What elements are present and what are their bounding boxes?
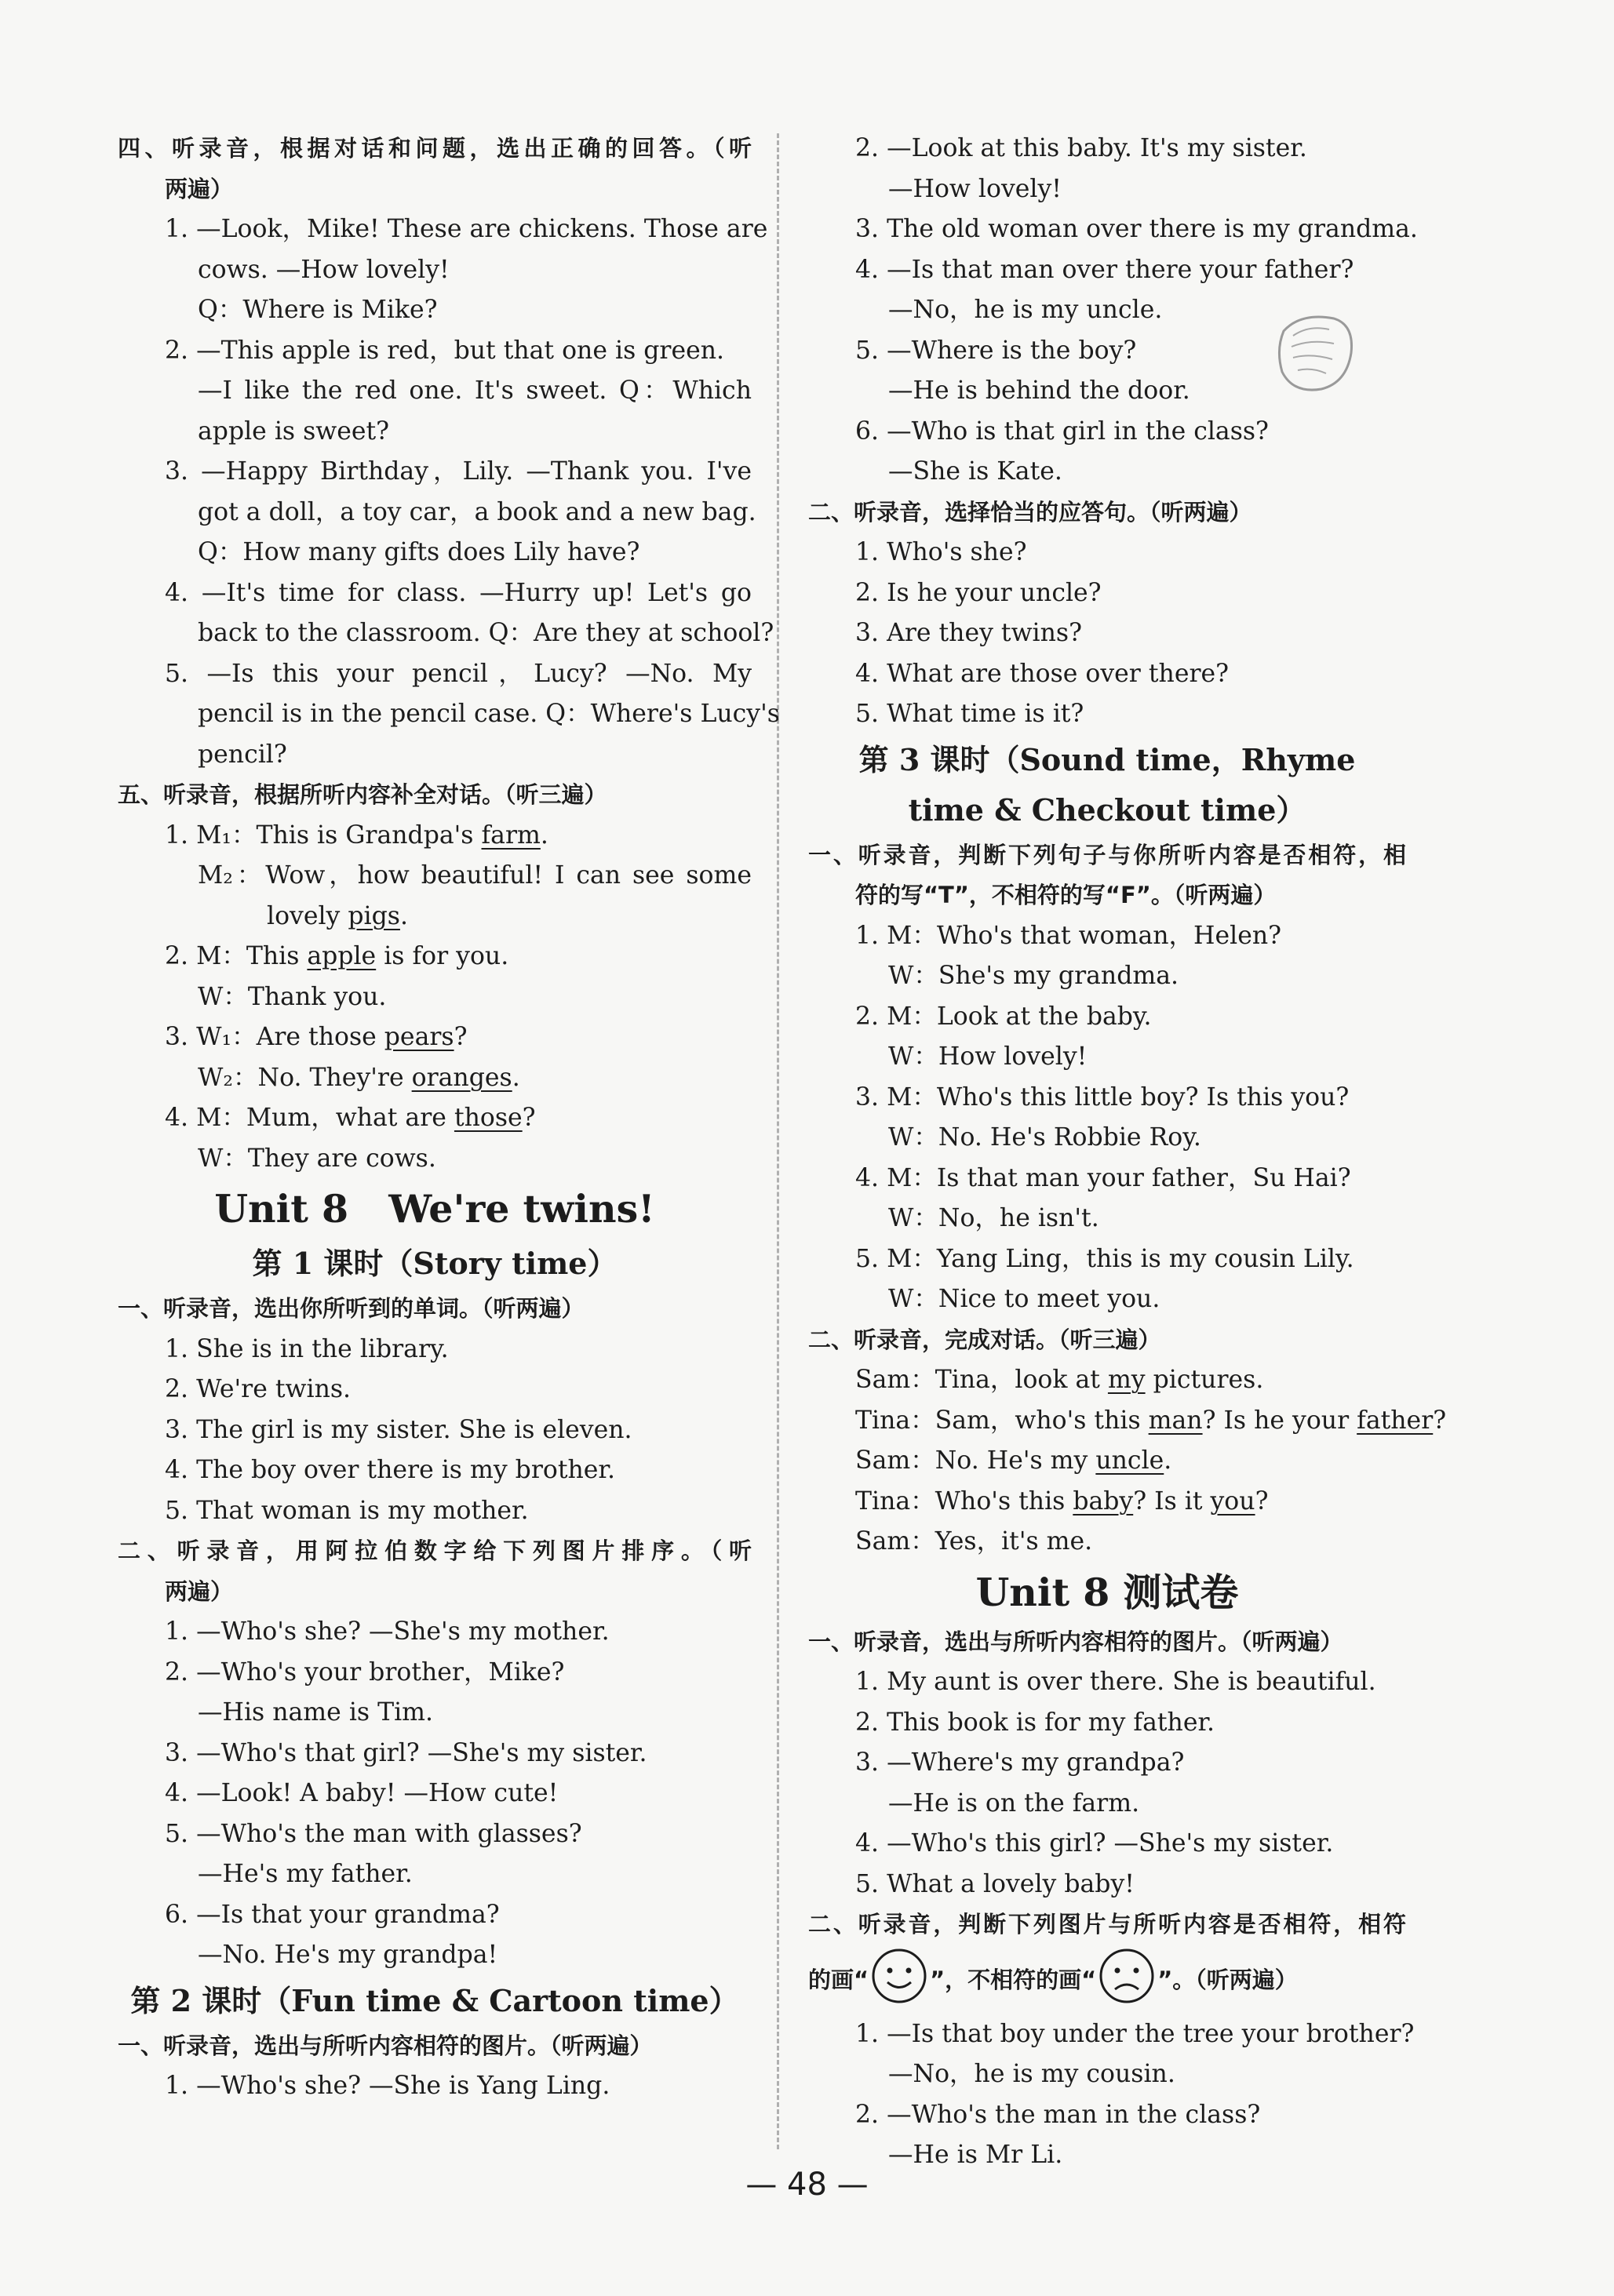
text-line: —He is on the farm. bbox=[888, 1788, 1140, 1818]
section-heading: 一、听录音，选出与所听内容相符的图片。（听两遍） bbox=[118, 2032, 653, 2059]
answer-blank: pigs bbox=[348, 901, 400, 930]
text-line: 2. —Who's your brother，Mike? bbox=[165, 1657, 565, 1687]
answer-blank: those bbox=[454, 1104, 523, 1132]
text-line: 2. —This apple is red，but that one is green. bbox=[165, 336, 725, 365]
text-line: 4. —It's time for class. —Hurry up! Let's go bbox=[165, 578, 752, 607]
answer-blank: my bbox=[1107, 1366, 1146, 1394]
answer-blank: baby bbox=[1073, 1486, 1134, 1516]
text-line: 2. This book is for my father. bbox=[855, 1708, 1215, 1737]
section-heading: 二、听录音，完成对话。（听三遍） bbox=[808, 1326, 1161, 1353]
text-line: lovely pigs. bbox=[267, 901, 408, 930]
section-heading: 二、听录音，判断下列图片与所听内容是否相符，相符 bbox=[808, 1911, 1406, 1938]
text-line: 4. —Who's this girl? —She's my sister. bbox=[855, 1829, 1334, 1858]
answer-blank: farm bbox=[481, 821, 541, 850]
answer-blank: father bbox=[1357, 1406, 1434, 1435]
text-line: apple is sweet? bbox=[198, 417, 390, 446]
text-line: 2. —Look at this baby. It's my sister. bbox=[855, 134, 1307, 162]
answer-blank: pears bbox=[384, 1023, 454, 1051]
page-number: — 48 — bbox=[745, 2167, 869, 2203]
dialogue-line: Tina：Sam，who's this man? Is he your father? bbox=[855, 1406, 1447, 1435]
text-line: 2. M：Look at the baby. bbox=[855, 1002, 1152, 1031]
text-line: 4. —Is that man over there your father? bbox=[855, 255, 1354, 284]
text-line: 3. The old woman over there is my grandma. bbox=[855, 215, 1418, 243]
text-line: 5. —Where is the boy? bbox=[855, 336, 1137, 365]
text-line: 3. Are they twins? bbox=[855, 619, 1082, 647]
text-line: W：Thank you. bbox=[198, 982, 387, 1011]
text-line: 5. What a lovely baby! bbox=[855, 1869, 1135, 1898]
text-line: back to the classroom. Q：Are they at school? bbox=[198, 619, 774, 647]
lesson-title: 第 1 课时（Story time） bbox=[252, 1246, 618, 1281]
text-line: 4. M：Mum，what are those? bbox=[165, 1104, 536, 1132]
text-line: 3. W₁：Are those pears? bbox=[165, 1023, 468, 1051]
right-column bbox=[808, 129, 1447, 2176]
answer-blank: apple bbox=[307, 942, 377, 970]
answer-blank: oranges bbox=[411, 1063, 512, 1092]
answer-blank: uncle bbox=[1095, 1446, 1164, 1475]
text-line: 2. —Who's the man in the class? bbox=[855, 2100, 1261, 2129]
text-line: 3. The girl is my sister. She is eleven. bbox=[165, 1415, 632, 1444]
text-line: 3. —Where's my grandpa? bbox=[855, 1748, 1185, 1777]
text-line: —His name is Tim. bbox=[198, 1698, 434, 1727]
text-line: 6. —Is that your grandma? bbox=[165, 1900, 500, 1929]
text-line: —How lovely! bbox=[888, 174, 1062, 203]
text-line: —No，he is my uncle. bbox=[888, 296, 1163, 324]
section-heading-cont: 两遍） bbox=[165, 175, 234, 202]
dialogue-line: Sam：Yes，it's me. bbox=[855, 1527, 1093, 1556]
text-line: 4. The boy over there is my brother. bbox=[165, 1456, 616, 1484]
text-line: 1. She is in the library. bbox=[165, 1334, 449, 1363]
text-line: —She is Kate. bbox=[888, 457, 1062, 486]
text-line: W：No. He's Robbie Roy. bbox=[888, 1123, 1201, 1152]
text-line: 5. —Is this your pencil，Lucy? —No. My bbox=[165, 659, 752, 688]
text-line: 1. M：Who's that woman，Helen? bbox=[855, 921, 1282, 950]
lesson-title: 第 3 课时（Sound time，Rhyme bbox=[858, 741, 1356, 777]
section-heading-cont: 的画“ ”，不相符的画“ ”。（听两遍） bbox=[808, 1945, 1406, 2014]
text-line: 4. M：Is that man your father，Su Hai? bbox=[855, 1163, 1351, 1192]
section-heading: 一、听录音，判断下列句子与你所听内容是否相符，相 bbox=[808, 841, 1406, 868]
answer-blank: man bbox=[1148, 1406, 1203, 1435]
text-line: W₂：No. They're oranges. bbox=[198, 1063, 520, 1092]
text-line: cows. —How lovely! bbox=[198, 255, 450, 284]
text-line: 1. M₁：This is Grandpa's farm. bbox=[165, 821, 548, 850]
section-heading-cont: 两遍） bbox=[165, 1577, 234, 1605]
text-line: 2. We're twins. bbox=[165, 1375, 352, 1403]
text-line: 2. M：This apple is for you. bbox=[165, 942, 509, 970]
text-line: —He's my father. bbox=[198, 1860, 413, 1888]
text-line: 3. —Happy Birthday，Lily. —Thank you. I've bbox=[165, 457, 752, 486]
text-line: 1. —Who's she? —She's my mother. bbox=[165, 1617, 610, 1646]
text-line: M₂：Wow，how beautiful! I can see some bbox=[198, 861, 752, 890]
text-line: Q：Where is Mike? bbox=[198, 296, 438, 324]
stamp-icon bbox=[1270, 307, 1361, 398]
text-line: 1. —Is that boy under the tree your brother? bbox=[855, 2019, 1415, 2048]
text-line: 4. —Look! A baby! —How cute! bbox=[165, 1779, 559, 1807]
text-line: W：How lovely! bbox=[888, 1042, 1088, 1071]
dialogue-line: Tina：Who's this baby? Is it you? bbox=[855, 1486, 1269, 1516]
text-line: Q：How many gifts does Lily have? bbox=[198, 538, 640, 566]
text-line: —No. He's my grandpa! bbox=[198, 1941, 498, 1969]
section-heading: 五、听录音，根据所听内容补全对话。（听三遍） bbox=[118, 781, 607, 808]
section-heading: 一、听录音，选出与所听内容相符的图片。（听两遍） bbox=[808, 1628, 1343, 1655]
text-line: 1. Who's she? bbox=[855, 538, 1027, 566]
section-heading-cont: 符的写“T”，不相符的写“F”。（听两遍） bbox=[855, 882, 1277, 908]
text-line: pencil is in the pencil case. Q：Where's Lucy's bbox=[198, 700, 780, 728]
left-column bbox=[118, 129, 780, 2107]
answer-blank: you bbox=[1210, 1486, 1255, 1516]
text-line: W：No，he isn't. bbox=[888, 1204, 1099, 1232]
text-line: 6. —Who is that girl in the class? bbox=[855, 417, 1269, 446]
text-line: 5. M：Yang Ling，this is my cousin Lily. bbox=[855, 1244, 1354, 1273]
section-heading: 四、听录音，根据对话和问题，选出正确的回答。（听 bbox=[118, 135, 752, 162]
text-line: —No，he is my cousin. bbox=[888, 2060, 1175, 2088]
unit-title: Unit 8 We're twins! bbox=[214, 1186, 655, 1232]
text-line: 5. That woman is my mother. bbox=[165, 1496, 529, 1525]
smiley-face-icon bbox=[870, 1947, 928, 2005]
sad-face-icon bbox=[1098, 1947, 1156, 2005]
text-line: —I like the red one. It's sweet. Q：Which bbox=[198, 377, 752, 405]
test-title: Unit 8 测试卷 bbox=[975, 1569, 1239, 1615]
text-line: 3. M：Who's this little boy? Is this you? bbox=[855, 1083, 1350, 1112]
text-line: 1. My aunt is over there. She is beautiful. bbox=[855, 1668, 1376, 1696]
text-line: 4. What are those over there? bbox=[855, 659, 1230, 688]
column-divider bbox=[777, 133, 779, 2149]
text-line: W：Nice to meet you. bbox=[888, 1285, 1160, 1313]
section-heading: 二、听录音，选择恰当的应答句。（听两遍） bbox=[808, 498, 1252, 526]
text-line: W：She's my grandma. bbox=[888, 962, 1179, 990]
section-heading: 二、听录音，用阿拉伯数字给下列图片排序。（听 bbox=[118, 1537, 752, 1564]
text-line: 2. Is he your uncle? bbox=[855, 578, 1102, 607]
text-line: —He is Mr Li. bbox=[888, 2141, 1063, 2169]
text-line: got a doll，a toy car，a book and a new bag. bbox=[198, 497, 756, 526]
text-line: W：They are cows. bbox=[198, 1144, 436, 1173]
text-line: 1. —Look，Mike! These are chickens. Those are bbox=[165, 215, 768, 243]
lesson-title: 第 2 课时（Fun time & Cartoon time） bbox=[130, 1982, 739, 2018]
dialogue-line: Sam：No. He's my uncle. bbox=[855, 1446, 1172, 1475]
text-line: 3. —Who's that girl? —She's my sister. bbox=[165, 1738, 647, 1767]
dialogue-line: Sam：Tina，look at my pictures. bbox=[855, 1366, 1264, 1394]
lesson-title-cont: time & Checkout time） bbox=[908, 791, 1306, 828]
text-line: pencil? bbox=[198, 740, 287, 769]
text-line: 5. What time is it? bbox=[855, 700, 1084, 728]
text-line: 1. —Who's she? —She is Yang Ling. bbox=[165, 2072, 610, 2100]
section-heading: 一、听录音，选出你所听到的单词。（听两遍） bbox=[118, 1295, 585, 1322]
text-line: 5. —Who's the man with glasses? bbox=[165, 1819, 582, 1848]
text-line: —He is behind the door. bbox=[888, 377, 1190, 405]
